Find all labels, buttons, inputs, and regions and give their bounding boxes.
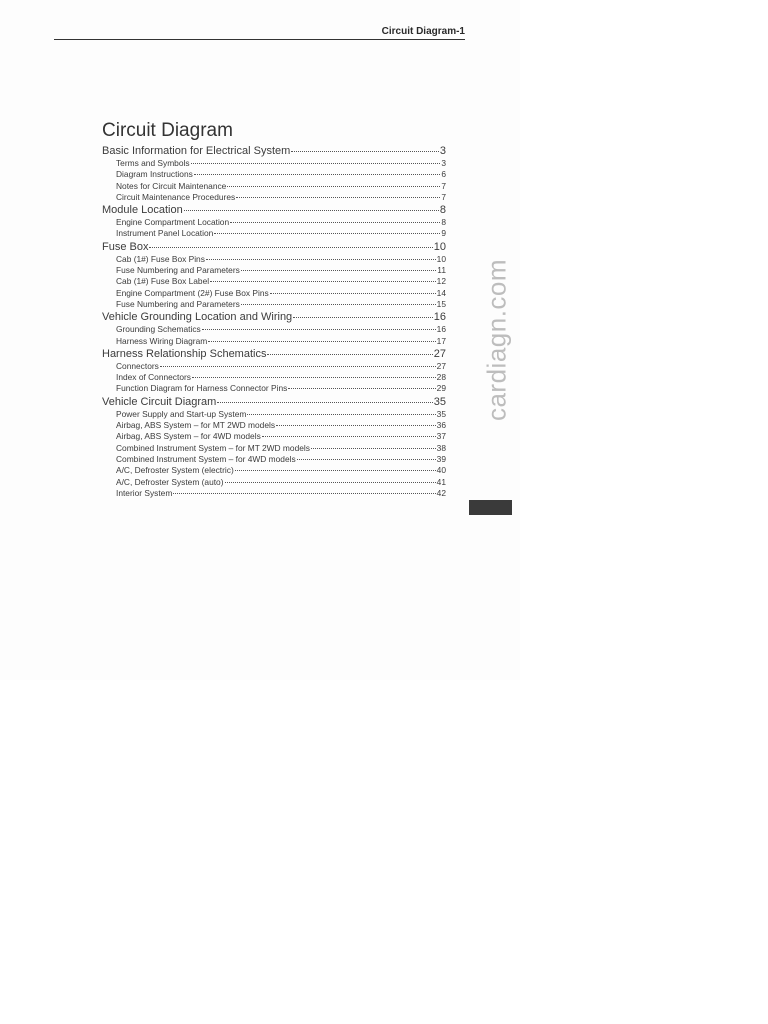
- toc-subsection-entry: [102, 169, 446, 180]
- toc-page-number: 14: [436, 287, 446, 298]
- toc-page-number: 38: [436, 442, 446, 453]
- toc-dot-leader: [208, 341, 435, 342]
- toc-entry-title: Engine Compartment (2#) Fuse Box Pins: [116, 287, 269, 298]
- toc-dot-leader: [225, 482, 436, 483]
- toc-dot-leader: [297, 459, 436, 460]
- running-header-title: Circuit Diagram-1: [381, 26, 465, 37]
- toc-dot-leader: [267, 354, 432, 355]
- toc-subsection-entry: [102, 217, 446, 228]
- toc-dot-leader: [202, 329, 436, 330]
- toc-dot-leader: [206, 259, 436, 260]
- toc-page-number: 7: [441, 191, 446, 202]
- toc-page-number: 28: [436, 372, 446, 383]
- toc-page-number: 39: [436, 453, 446, 464]
- toc-entry-title: Notes for Circuit Maintenance: [116, 180, 227, 191]
- toc-page-number: 40: [436, 465, 446, 476]
- toc-dot-leader: [192, 377, 436, 378]
- toc-dot-leader: [235, 470, 436, 471]
- toc-section-entry: [102, 144, 446, 158]
- toc-dot-leader: [241, 304, 436, 305]
- toc-section-entry: [102, 240, 446, 254]
- toc-entry-title: A/C, Defroster System (electric): [116, 465, 234, 476]
- toc-page-number: 6: [441, 169, 446, 180]
- toc-page-number: 35: [433, 395, 446, 408]
- toc-subsection-entry: [102, 361, 446, 372]
- toc-section-entry: [102, 310, 446, 324]
- toc-subsection-entry: [102, 477, 446, 488]
- toc-entry-title: Engine Compartment Location: [116, 217, 230, 228]
- toc-entry-title: Function Diagram for Harness Connector Pins: [116, 383, 288, 394]
- toc-dot-leader: [311, 448, 436, 449]
- toc-entry-title: Cab (1#) Fuse Box Label: [116, 276, 210, 287]
- toc-page-number: 37: [436, 431, 446, 442]
- toc-dot-leader: [247, 414, 435, 415]
- toc-entry-title: Airbag, ABS System – for 4WD models: [116, 431, 261, 442]
- toc-dot-leader: [217, 402, 432, 403]
- toc-page-number: 16: [436, 324, 446, 335]
- toc-subsection-entry: [102, 454, 446, 465]
- toc-entry-title: Circuit Maintenance Procedures: [116, 191, 236, 202]
- toc-subsection-entry: [102, 488, 446, 499]
- toc-subsection-entry: [102, 465, 446, 476]
- toc-section-entry: [102, 347, 446, 361]
- toc-entry-title: Grounding Schematics: [116, 324, 201, 335]
- toc-dot-leader: [210, 281, 436, 282]
- toc-entry-title: Interior System: [116, 487, 173, 498]
- toc-page-number: 10: [436, 253, 446, 264]
- toc-page-number: 11: [437, 265, 446, 276]
- toc-entry-title: Module Location: [102, 204, 183, 217]
- toc-page-number: 42: [436, 487, 446, 498]
- toc-dot-leader: [236, 197, 440, 198]
- toc-entry-title: Cab (1#) Fuse Box Pins: [116, 253, 205, 264]
- toc-dot-leader: [173, 493, 435, 494]
- toc-dot-leader: [191, 163, 441, 164]
- toc-subsection-entry: [102, 324, 446, 335]
- toc-page-number: 12: [436, 276, 446, 287]
- toc-entry-title: Harness Relationship Schematics: [102, 347, 267, 360]
- toc-entry-title: Fuse Box: [102, 240, 149, 253]
- toc-page-number: 8: [439, 204, 446, 217]
- toc-page-number: 41: [436, 476, 446, 487]
- toc-page-number: 27: [436, 360, 446, 371]
- toc-entry-title: Fuse Numbering and Parameters: [116, 298, 240, 309]
- toc-dot-leader: [230, 222, 440, 223]
- header-rule: [54, 39, 465, 40]
- toc-subsection-entry: [102, 254, 446, 265]
- toc-page-number: 9: [441, 228, 446, 239]
- toc-page-number: 7: [441, 180, 446, 191]
- toc-subsection-entry: [102, 276, 446, 287]
- toc-entry-title: Diagram Instructions: [116, 169, 193, 180]
- toc-entry-title: Connectors: [116, 360, 159, 371]
- toc-dot-leader: [184, 210, 439, 211]
- toc-dot-leader: [293, 317, 433, 318]
- toc-subsection-entry: [102, 409, 446, 420]
- toc-dot-leader: [262, 436, 436, 437]
- toc-page-number: 29: [436, 383, 446, 394]
- toc-subsection-entry: [102, 158, 446, 169]
- toc-dot-leader: [227, 186, 440, 187]
- toc-subsection-entry: [102, 299, 446, 310]
- toc-page-number: 27: [433, 347, 446, 360]
- toc-dot-leader: [241, 270, 436, 271]
- toc-section-entry: [102, 395, 446, 409]
- toc-entry-title: Airbag, ABS System – for MT 2WD models: [116, 420, 276, 431]
- toc-page-number: 10: [433, 240, 446, 253]
- section-edge-tab: [469, 500, 512, 515]
- toc-subsection-entry: [102, 372, 446, 383]
- toc-page-number: 8: [441, 217, 446, 228]
- toc-entry-title: Combined Instrument System – for MT 2WD models: [116, 442, 310, 453]
- toc-dot-leader: [291, 151, 439, 152]
- toc-dot-leader: [270, 293, 436, 294]
- page-title: Circuit Diagram: [102, 120, 233, 141]
- toc-entry-title: Terms and Symbols: [116, 158, 190, 168]
- toc-entry-title: Harness Wiring Diagram: [116, 335, 208, 346]
- toc-subsection-entry: [102, 336, 446, 347]
- toc-dot-leader: [288, 388, 435, 389]
- toc-entry-title: Fuse Numbering and Parameters: [116, 265, 240, 276]
- toc-subsection-entry: [102, 420, 446, 431]
- toc-page-number: 17: [436, 335, 446, 346]
- toc-page-number: 3: [439, 145, 446, 157]
- toc-entry-title: Vehicle Grounding Location and Wiring: [102, 311, 293, 324]
- toc-subsection-entry: [102, 265, 446, 276]
- toc-dot-leader: [160, 366, 436, 367]
- toc-entry-title: Instrument Panel Location: [116, 228, 214, 239]
- toc-subsection-entry: [102, 228, 446, 239]
- toc-subsection-entry: [102, 383, 446, 394]
- toc-subsection-entry: [102, 192, 446, 203]
- toc-subsection-entry: [102, 181, 446, 192]
- toc-page-number: 16: [433, 311, 446, 324]
- toc-entry-title: Basic Information for Electrical System: [102, 145, 291, 157]
- toc-page-number: 15: [436, 298, 446, 309]
- toc-entry-title: A/C, Defroster System (auto): [116, 476, 224, 487]
- toc-dot-leader: [194, 174, 441, 175]
- toc-section-entry: [102, 203, 446, 217]
- toc-page-number: 35: [436, 408, 446, 419]
- toc-dot-leader: [276, 425, 436, 426]
- toc-subsection-entry: [102, 443, 446, 454]
- toc-entry-title: Power Supply and Start-up System: [116, 408, 247, 419]
- toc-page-number: 3: [441, 158, 446, 168]
- toc-entry-title: Combined Instrument System – for 4WD models: [116, 453, 296, 464]
- toc-subsection-entry: [102, 431, 446, 442]
- toc-subsection-entry: [102, 288, 446, 299]
- toc-page-number: 36: [436, 420, 446, 431]
- toc-entry-title: Vehicle Circuit Diagram: [102, 395, 217, 408]
- toc-dot-leader: [149, 247, 432, 248]
- toc-dot-leader: [214, 233, 440, 234]
- watermark-text: cardiagn.com: [481, 258, 512, 422]
- toc-entry-title: Index of Connectors: [116, 372, 191, 383]
- table-of-contents: [102, 144, 446, 499]
